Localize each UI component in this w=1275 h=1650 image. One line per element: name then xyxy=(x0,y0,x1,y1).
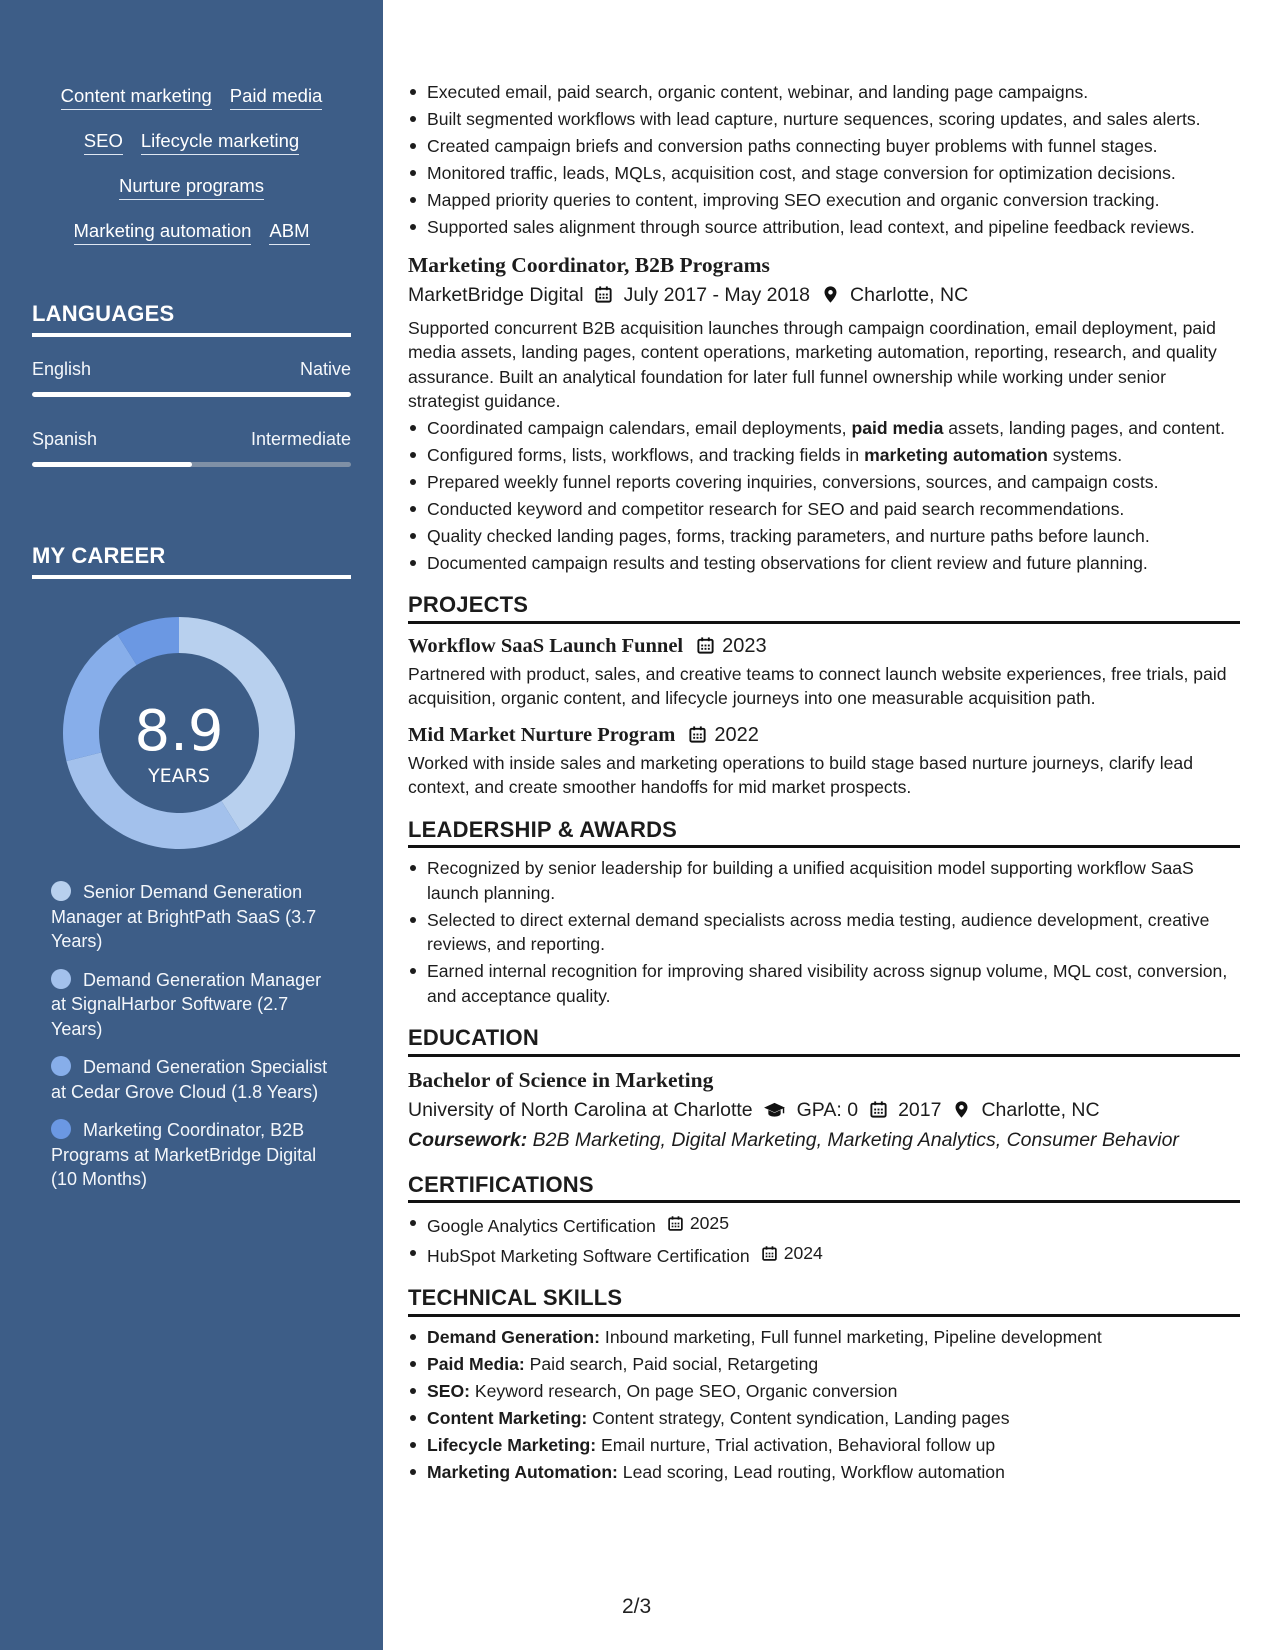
bullet-item: Built segmented workflows with lead capture, nurture sequences, scoring updates, and sales alerts. xyxy=(408,107,1240,132)
certification-item: Google Analytics Certification 2025 xyxy=(408,1211,1240,1238)
skill-tag: ABM xyxy=(269,219,309,245)
job-dates: July 2017 - May 2018 xyxy=(623,283,811,306)
main-content xyxy=(408,80,1240,1487)
job-meta xyxy=(408,280,1240,310)
skill-item: Paid Media: Paid search, Paid social, Retargeting xyxy=(408,1352,1240,1377)
legend-dot-icon xyxy=(51,1056,71,1076)
skill-tags xyxy=(0,84,383,264)
skill-tag: Lifecycle marketing xyxy=(141,129,299,155)
certifications-heading: CERTIFICATIONS xyxy=(408,1173,1240,1204)
language-bar-fill xyxy=(32,462,192,467)
legend-dot-icon xyxy=(51,1119,71,1139)
career-item xyxy=(51,968,341,1042)
skill-tag: Content marketing xyxy=(61,84,212,110)
career-item xyxy=(51,1118,341,1192)
tag-row xyxy=(0,129,383,174)
graduation-cap-icon xyxy=(763,1100,787,1120)
education-gpa: GPA: 0 xyxy=(796,1098,859,1121)
bullet-item: Quality checked landing pages, forms, tracking parameters, and nurture paths before launch. xyxy=(408,524,1240,549)
project-year: 2023 xyxy=(722,634,767,657)
language-bar xyxy=(32,462,351,467)
career-item-text: Demand Generation Manager at SignalHarbor Software (2.7 Years) xyxy=(51,969,322,1039)
project-description: Partnered with product, sales, and creative teams to connect launch website experiences, free trials, paid acquisition, organic content, and lifecycle journeys into one measurable acquisition path. xyxy=(408,663,1227,708)
technical-skills-heading: TECHNICAL SKILLS xyxy=(408,1286,1240,1317)
skill-tag: Marketing automation xyxy=(74,219,252,245)
skill-item: SEO: Keyword research, On page SEO, Organic conversion xyxy=(408,1379,1240,1404)
career-item-text: Marketing Coordinator, B2B Programs at MarketBridge Digital (10 Months) xyxy=(51,1120,317,1189)
career-item-text: Demand Generation Specialist at Cedar Grove Cloud (1.8 Years) xyxy=(51,1057,328,1102)
location-pin-icon xyxy=(951,1100,971,1120)
bullet-item: Earned internal recognition for improving shared visibility across signup volume, MQL cost, conversion, and acceptance quality. xyxy=(408,959,1240,1008)
languages-heading: LANGUAGES xyxy=(32,301,351,337)
sidebar xyxy=(0,0,383,1650)
language-name: Spanish xyxy=(32,429,98,449)
calendar-icon xyxy=(666,1213,686,1233)
language-spanish xyxy=(32,429,351,467)
tag-row xyxy=(0,174,383,219)
career-item xyxy=(51,1055,341,1104)
skill-tag: Nurture programs xyxy=(119,174,264,200)
career-years-label: YEARS xyxy=(148,765,210,787)
skill-tag: Paid media xyxy=(230,84,323,110)
projects-heading: PROJECTS xyxy=(408,593,1240,624)
career-item xyxy=(51,880,341,954)
career-item-text: Senior Demand Generation Manager at BrightPath SaaS (3.7 Years) xyxy=(51,882,317,951)
calendar-icon xyxy=(594,285,614,305)
skill-item: Marketing Automation: Lead scoring, Lead routing, Workflow automation xyxy=(408,1460,1240,1485)
calendar-icon xyxy=(687,725,707,745)
language-bar xyxy=(32,392,351,397)
project-year: 2022 xyxy=(714,723,759,746)
education-heading: EDUCATION xyxy=(408,1026,1240,1057)
bullet-item: Executed email, paid search, organic content, webinar, and landing page campaigns. xyxy=(408,80,1240,105)
location-pin-icon xyxy=(820,285,840,305)
education-school: University of North Carolina at Charlotte xyxy=(408,1098,753,1121)
job-title: Marketing Coordinator, B2B Programs xyxy=(408,252,770,277)
technical-skills-list xyxy=(408,1325,1240,1485)
project-title: Workflow SaaS Launch Funnel 2023 xyxy=(408,632,1240,660)
tag-row xyxy=(0,84,383,129)
language-bar-fill xyxy=(32,392,351,397)
legend-dot-icon xyxy=(51,969,71,989)
certifications-list xyxy=(408,1211,1240,1268)
skill-item: Lifecycle Marketing: Email nurture, Trial activation, Behavioral follow up xyxy=(408,1433,1240,1458)
experience-bullets xyxy=(408,80,1240,240)
calendar-icon xyxy=(760,1243,780,1263)
bullet-item: Monitored traffic, leads, MQLs, acquisition cost, and stage conversion for optimization decisions. xyxy=(408,161,1240,186)
bullet-item: Prepared weekly funnel reports covering inquiries, conversions, sources, and campaign costs. xyxy=(408,470,1240,495)
leadership-heading: LEADERSHIP & AWARDS xyxy=(408,818,1240,849)
bullet-item: Conducted keyword and competitor research for SEO and paid search recommendations. xyxy=(408,497,1240,522)
legend-dot-icon xyxy=(51,881,71,901)
project-title: Mid Market Nurture Program 2022 xyxy=(408,721,1240,749)
skill-item: Content Marketing: Content strategy, Content syndication, Landing pages xyxy=(408,1406,1240,1431)
bullet-item: Mapped priority queries to content, improving SEO execution and organic conversion tracking. xyxy=(408,188,1240,213)
job-summary: Supported concurrent B2B acquisition launches through campaign coordination, email deployment, paid media assets, landing pages, content operations, marketing automation, reporting, research, and quality assurance. Built an analytical foundation for later full funnel ownership while working under senior strategist guidance. xyxy=(408,317,1217,411)
education-degree: Bachelor of Science in Marketing xyxy=(408,1067,714,1092)
page-number: 2/3 xyxy=(622,1595,652,1618)
project-description: Worked with inside sales and marketing operations to build stage based nurture journeys, clarify lead context, and create smoother handoffs for mid market prospects. xyxy=(408,752,1193,797)
calendar-icon xyxy=(868,1100,888,1120)
donut-segment xyxy=(63,635,137,761)
education-year: 2017 xyxy=(898,1098,942,1121)
tag-row xyxy=(0,219,383,264)
bullet-item: Configured forms, lists, workflows, and tracking fields in marketing automation systems. xyxy=(408,443,1240,468)
language-level: Intermediate xyxy=(250,429,351,449)
leadership-list xyxy=(408,856,1240,1008)
job-company: MarketBridge Digital xyxy=(408,283,584,306)
certification-item: HubSpot Marketing Software Certification 2024 xyxy=(408,1241,1240,1268)
career-heading: MY CAREER xyxy=(32,543,351,579)
bullet-item: Supported sales alignment through source attribution, lead context, and pipeline feedback reviews. xyxy=(408,215,1240,240)
skill-tag: SEO xyxy=(84,129,123,155)
career-donut-chart xyxy=(63,617,295,849)
bullet-item: Documented campaign results and testing observations for client review and future planning. xyxy=(408,551,1240,576)
education-meta xyxy=(408,1095,1240,1125)
job-bullets xyxy=(408,416,1240,576)
bullet-item: Created campaign briefs and conversion paths connecting buyer problems with funnel stages. xyxy=(408,134,1240,159)
career-list xyxy=(51,880,341,1206)
job-location: Charlotte, NC xyxy=(850,283,969,306)
language-level: Native xyxy=(299,359,351,379)
skill-item: Demand Generation: Inbound marketing, Full funnel marketing, Pipeline development xyxy=(408,1325,1240,1350)
calendar-icon xyxy=(695,636,715,656)
career-total-years: 8.9 xyxy=(134,699,224,764)
bullet-item: Coordinated campaign calendars, email deployments, paid media assets, landing pages, and content. xyxy=(408,416,1240,441)
bullet-item: Selected to direct external demand specialists across media testing, audience development, creative reviews, and reporting. xyxy=(408,908,1240,957)
bullet-item: Recognized by senior leadership for building a unified acquisition model supporting workflow SaaS launch planning. xyxy=(408,856,1240,905)
coursework: Coursework: B2B Marketing, Digital Marketing, Marketing Analytics, Consumer Behavior xyxy=(408,1128,1179,1151)
language-name: English xyxy=(32,359,92,379)
education-location: Charlotte, NC xyxy=(981,1098,1100,1121)
language-english xyxy=(32,359,351,397)
